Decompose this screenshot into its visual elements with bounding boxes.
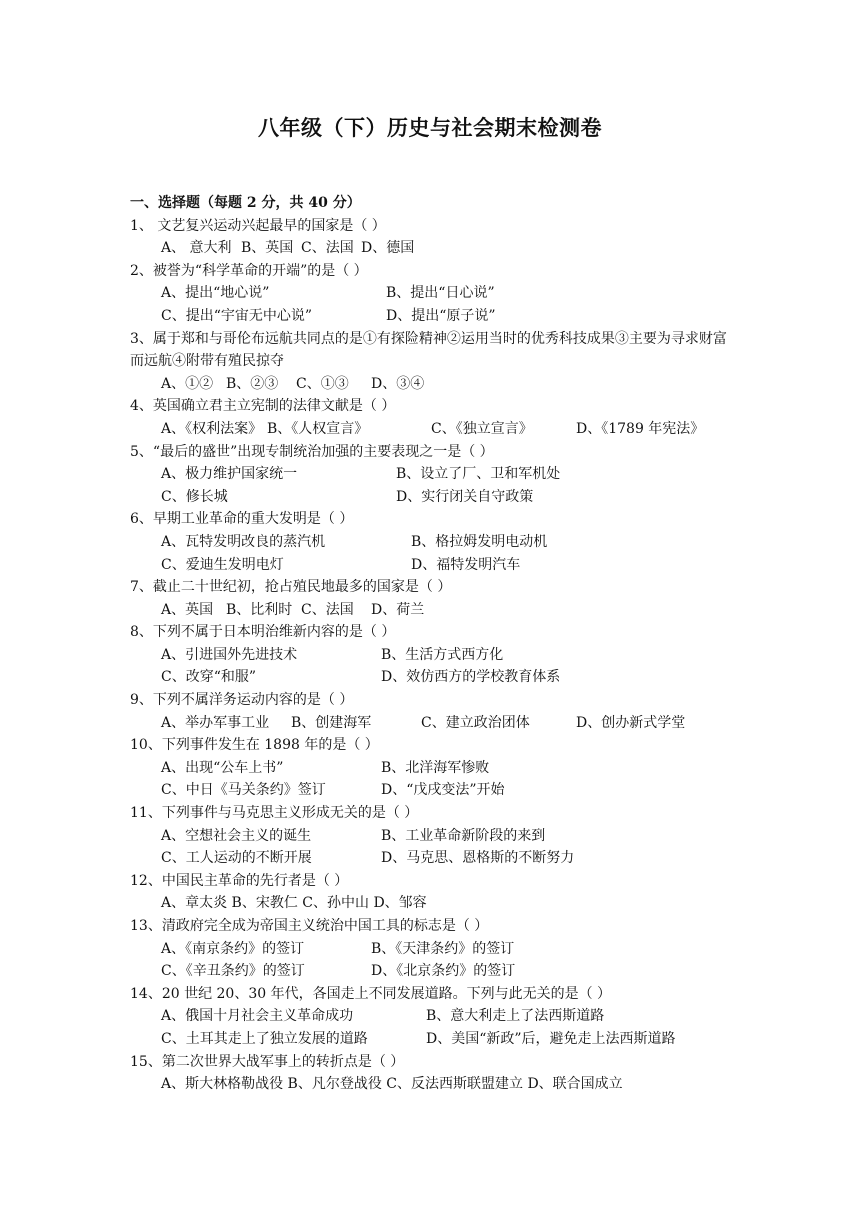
answer-option: A、举办军事工业 <box>161 714 270 731</box>
answer-option: B、《天津条约》的签订 <box>371 940 515 957</box>
option-row <box>130 644 740 667</box>
option-row <box>130 712 740 735</box>
exam-content <box>130 192 740 1096</box>
question-stem: 2、被誉为“科学革命的开端”的是（ ） <box>130 262 368 279</box>
answer-option: A、 意大利 <box>161 240 232 257</box>
answer-option: C、法国 <box>301 240 354 257</box>
page-title: 八年级（下）历史与社会期末检测卷 <box>258 115 602 140</box>
answer-option: B、创建海军 <box>291 714 372 731</box>
answer-option: C、修长城 <box>161 488 228 505</box>
option-row <box>130 305 740 328</box>
answer-option: C、法国 <box>301 601 354 618</box>
answer-option: D、《1789 年宪法》 <box>576 420 705 437</box>
answer-option: B、《人权宣言》 <box>267 420 369 437</box>
answer-option: A、空想社会主义的诞生 <box>161 827 312 844</box>
option-row <box>130 1028 740 1051</box>
option-row <box>130 960 740 983</box>
option-row <box>130 486 740 509</box>
answer-option: C、建立政治团体 <box>421 714 530 731</box>
section-heading: 一、选择题（每题 2 分，共 40 分） <box>130 195 361 211</box>
question-stem: 9、下列不属洋务运动内容的是（ ） <box>130 692 354 709</box>
option-row <box>130 237 740 260</box>
question-stem: 12、中国民主革命的先行者是（ ） <box>130 872 349 889</box>
answer-option: D、实行闭关自守政策 <box>396 488 534 505</box>
answer-option: A、提出“地心说” <box>161 285 270 302</box>
answer-option: B、比利时 <box>226 601 293 618</box>
option-row <box>130 554 740 577</box>
question-stem: 8、下列不属于日本明治维新内容的是（ ） <box>130 624 396 641</box>
option-row <box>130 599 740 622</box>
answer-option: D、福特发明汽车 <box>411 556 521 573</box>
question-stem: 14、20 世纪 20、30 年代，各国走上不同发展道路。下列与此无关的是（ ） <box>130 985 612 1002</box>
answer-option: D、效仿西方的学校教育体系 <box>381 669 561 686</box>
question-stem: 5、“最后的盛世”出现专制统治加强的主要表现之一是（ ） <box>130 443 494 460</box>
answer-option: B、英国 <box>241 240 294 257</box>
answer-option: C、《辛丑条约》的签订 <box>161 963 305 980</box>
answer-option: A、①② <box>161 375 214 392</box>
answer-option: B、格拉姆发明电动机 <box>411 533 548 550</box>
answer-option: D、创办新式学堂 <box>576 714 686 731</box>
option-row <box>130 666 740 689</box>
answer-option: A、出现“公车上书” <box>161 759 284 776</box>
answer-option: A、斯大林格勒战役 B、凡尔登战役 C、反法西斯联盟建立 D、联合国成立 <box>161 1076 623 1093</box>
question-stem: 1、 文艺复兴运动兴起最早的国家是（ ） <box>130 217 386 234</box>
question-stem: 10、下列事件发生在 1898 年的是（ ） <box>130 737 379 754</box>
answer-option: A、瓦特发明改良的蒸汽机 <box>161 533 326 550</box>
option-row <box>130 463 740 486</box>
option-row <box>130 847 740 870</box>
answer-option: D、提出“原子说” <box>386 307 496 324</box>
answer-option: A、《南京条约》的签订 <box>161 940 305 957</box>
answer-option: B、提出“日心说” <box>386 285 495 302</box>
option-row <box>130 373 740 396</box>
answer-option: C、土耳其走上了独立发展的道路 <box>161 1030 368 1047</box>
answer-option: C、①③ <box>296 375 349 392</box>
option-row <box>130 938 740 961</box>
answer-option: C、《独立宣言》 <box>431 420 533 437</box>
answer-option: B、工业革命新阶段的来到 <box>381 827 546 844</box>
answer-option: D、荷兰 <box>371 601 425 618</box>
answer-option: B、设立了厂、卫和军机处 <box>396 466 561 483</box>
answer-option: D、“戊戌变法”开始 <box>381 782 505 799</box>
option-row <box>130 825 740 848</box>
option-row <box>130 757 740 780</box>
option-row <box>130 418 740 441</box>
question-stem: 3、属于郑和与哥伦布远航共同点的是①有探险精神②运用当时的优秀科技成果③主要为寻求财富而远航④附带有殖民掠夺 <box>130 330 727 370</box>
question-stem: 4、英国确立君主立宪制的法律文献是（ ） <box>130 398 396 415</box>
option-row <box>130 892 740 915</box>
option-row <box>130 779 740 802</box>
option-row <box>130 282 740 305</box>
question-stem: 13、清政府完全成为帝国主义统治中国工具的标志是（ ） <box>130 918 489 934</box>
answer-option: A、极力维护国家统一 <box>161 466 298 483</box>
option-row <box>130 531 740 554</box>
answer-option: A、英国 <box>161 601 214 618</box>
answer-option: D、③④ <box>371 375 425 392</box>
question-stem: 6、早期工业革命的重大发明是（ ） <box>130 511 354 528</box>
answer-option: C、爱迪生发明电灯 <box>161 556 284 573</box>
answer-option: B、生活方式西方化 <box>381 646 504 663</box>
answer-option: D、《北京条约》的签订 <box>371 963 516 980</box>
answer-option: C、提出“宇宙无中心说” <box>161 307 313 324</box>
question-stem: 7、截止二十世纪初，抢占殖民地最多的国家是（ ） <box>130 579 452 596</box>
option-row <box>130 1073 740 1096</box>
answer-option: A、《权利法案》 <box>161 420 263 437</box>
answer-option: C、改穿“和服” <box>161 669 257 686</box>
answer-option: B、意大利走上了法西斯道路 <box>426 1008 605 1025</box>
answer-option: B、②③ <box>226 375 279 392</box>
answer-option: B、北洋海军惨败 <box>381 759 490 776</box>
question-stem: 15、第二次世界大战军事上的转折点是（ ） <box>130 1053 405 1070</box>
answer-option: C、中日《马关条约》签订 <box>161 782 326 799</box>
answer-option: A、章太炎 B、宋教仁 C、孙中山 D、邹容 <box>161 895 427 912</box>
option-row <box>130 1005 740 1028</box>
answer-option: D、德国 <box>361 240 415 257</box>
answer-option: A、引进国外先进技术 <box>161 646 298 663</box>
question-stem: 11、下列事件与马克思主义形成无关的是（ ） <box>130 805 419 822</box>
answer-option: D、马克思、恩格斯的不断努力 <box>381 850 575 867</box>
answer-option: C、工人运动的不断开展 <box>161 850 312 867</box>
answer-option: A、俄国十月社会主义革命成功 <box>161 1008 354 1025</box>
answer-option: D、美国“新政”后，避免走上法西斯道路 <box>426 1030 676 1047</box>
